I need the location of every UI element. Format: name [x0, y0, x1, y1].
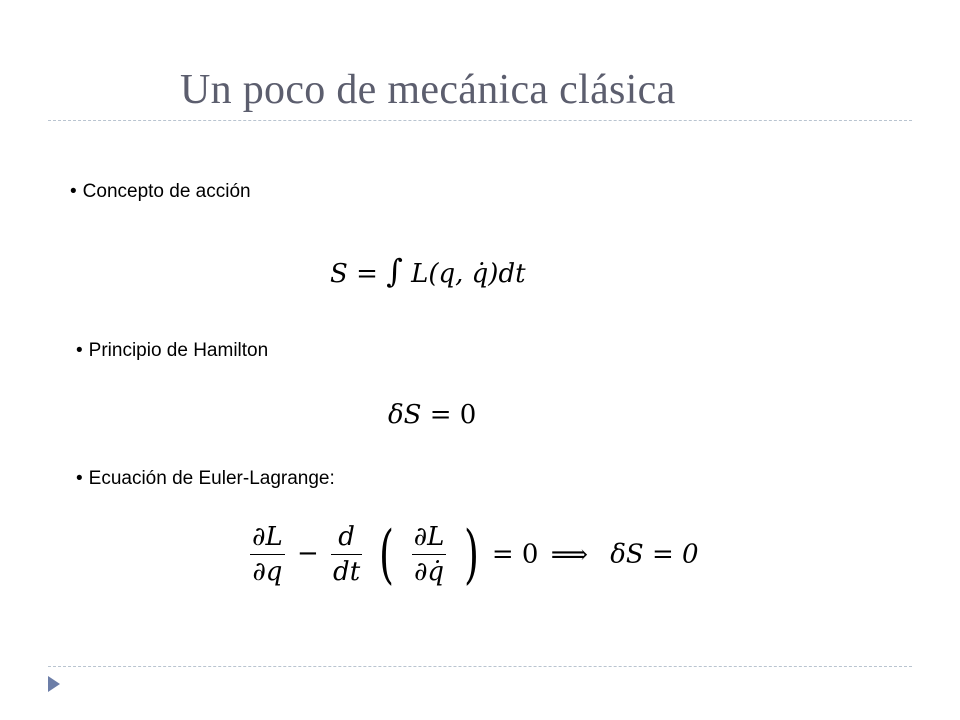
eq-action-rhs: L(q, q̇)dt	[411, 259, 526, 289]
frac-numerator: ∂L	[250, 522, 285, 555]
right-paren: )	[463, 517, 479, 592]
minus-sign: −	[296, 538, 319, 569]
eq-hamilton-rhs: 0	[459, 400, 477, 430]
footer-divider	[48, 666, 912, 667]
equals-zero: = 0	[491, 539, 539, 570]
action-equation	[330, 252, 526, 290]
slide-title: Un poco de mecánica clásica	[180, 67, 676, 113]
bullet-dot: •	[70, 181, 77, 202]
result-delta-s: δS = 0	[610, 539, 699, 570]
left-paren: (	[379, 517, 395, 592]
bullet-label: Concepto de acción	[82, 181, 251, 202]
bullet-label: Principio de Hamilton	[88, 340, 269, 361]
implies-arrow: ⟹	[550, 539, 588, 570]
title-divider	[48, 120, 912, 121]
bullet-euler-lagrange	[76, 468, 335, 490]
fraction-dL-dq	[250, 522, 285, 587]
euler-lagrange-equation	[246, 517, 699, 592]
integral-sign: ∫	[386, 252, 403, 290]
eq-hamilton-op: =	[429, 400, 452, 430]
bullet-principio-hamilton	[76, 340, 268, 362]
eq-hamilton-lhs: δS	[388, 400, 422, 430]
eq-action-op: =	[356, 259, 378, 289]
bullet-dot: •	[76, 340, 83, 361]
bullet-dot: •	[76, 468, 83, 489]
play-triangle-icon	[48, 676, 60, 692]
frac-denominator: dt	[333, 557, 361, 587]
frac-numerator: d	[331, 522, 362, 555]
frac-denominator: ∂q̇	[413, 557, 445, 587]
eq-action-lhs: S	[330, 259, 348, 289]
fraction-dL-dqdot	[412, 522, 447, 587]
hamilton-equation	[388, 400, 476, 430]
frac-denominator: ∂q	[252, 557, 283, 587]
bullet-label: Ecuación de Euler-Lagrange:	[88, 468, 335, 489]
frac-numerator: ∂L	[412, 522, 447, 555]
bullet-concepto-accion	[70, 181, 251, 203]
fraction-d-dt	[331, 522, 362, 587]
